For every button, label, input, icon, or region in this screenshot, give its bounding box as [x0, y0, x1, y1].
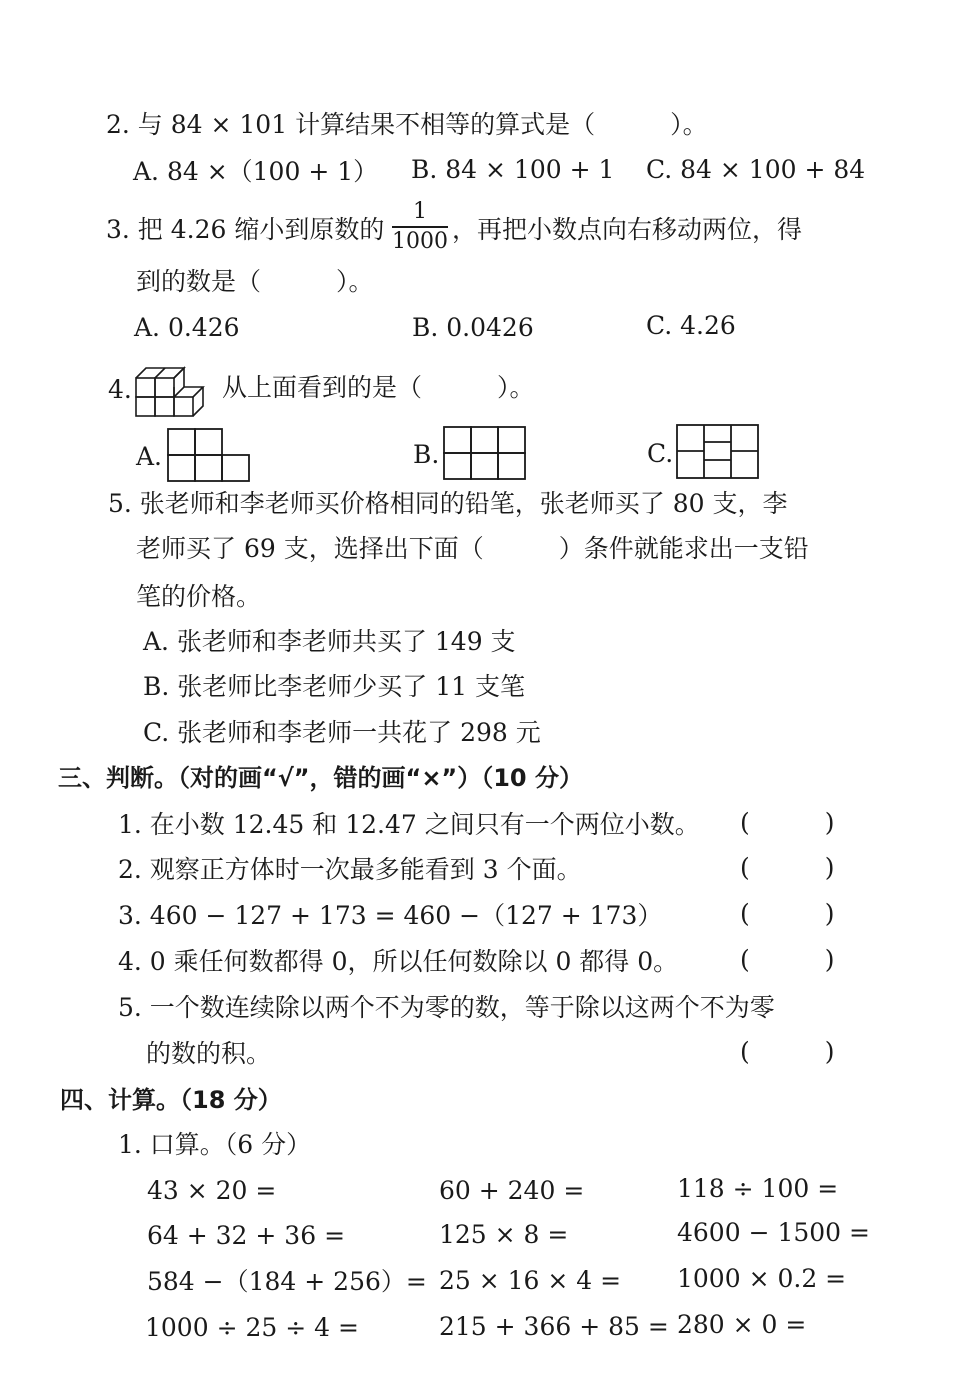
- judge-item-5: 5. 一个数连续除以两个不为零的数，等于除以这两个不为零: [118, 993, 775, 1022]
- q4-option-b-label: B.: [413, 440, 440, 469]
- oral-r2-c2: 125 × 8 =: [439, 1220, 569, 1249]
- oral-r3-c1: 584 −（184 + 256）=: [147, 1267, 427, 1296]
- oral-r4-c2: 215 + 366 + 85 =: [439, 1312, 669, 1341]
- q2-stem: 2. 与 84 × 101 计算结果不相等的算式是（ ）。: [106, 110, 708, 139]
- q5-line1: 5. 张老师和李老师买价格相同的铅笔，张老师买了 80 支，李: [108, 489, 788, 518]
- q2-option-b: B. 84 × 100 + 1: [411, 155, 615, 184]
- q4-stem: 从上面看到的是（ ）。: [222, 373, 535, 402]
- judge-blank-4[interactable]: ( ): [740, 945, 835, 974]
- q4-option-a-label: A.: [136, 442, 163, 471]
- q2-option-c: C. 84 × 100 + 84: [646, 155, 866, 184]
- q3-stem-before: 3. 把 4.26 缩小到原数的: [106, 215, 385, 244]
- oral-r4-c3: 280 × 0 =: [677, 1310, 807, 1339]
- q3-option-c: C. 4.26: [646, 311, 736, 340]
- judge-blank-1[interactable]: ( ): [740, 808, 835, 837]
- q3-fraction-denominator: 1000: [392, 229, 448, 254]
- q3-fraction: [392, 200, 448, 254]
- oral-r1-c2: 60 + 240 =: [439, 1176, 585, 1205]
- judge-item-2: 2. 观察正方体时一次最多能看到 3 个面。: [118, 855, 582, 884]
- section3-heading: 三、判断。（对的画“√”，错的画“×”）（10 分）: [58, 764, 583, 792]
- judge-item-1: 1. 在小数 12.45 和 12.47 之间只有一个两位小数。: [118, 810, 700, 839]
- q5-line3: 笔的价格。: [136, 582, 262, 611]
- judge-blank-2[interactable]: ( ): [740, 853, 835, 882]
- judge-item-3: 3. 460 − 127 + 173 = 460 −（127 + 173）: [118, 901, 663, 930]
- oral-r2-c3: 4600 − 1500 =: [677, 1218, 870, 1247]
- judge-blank-3[interactable]: ( ): [740, 899, 835, 928]
- q5-line2: 老师买了 69 支，选择出下面（ ）条件就能求出一支铅: [136, 534, 809, 563]
- judge-item-5-line2: 的数的积。: [146, 1039, 272, 1068]
- q2-option-a: A. 84 ×（100 + 1）: [133, 157, 379, 186]
- cube-stack-figure: [134, 360, 218, 420]
- oral-r1-c1: 43 × 20 =: [147, 1176, 277, 1205]
- q3-option-b: B. 0.0426: [412, 313, 534, 342]
- q5-option-b: B. 张老师比李老师少买了 11 支笔: [143, 672, 525, 701]
- oral-r3-c2: 25 × 16 × 4 =: [439, 1266, 622, 1295]
- q4-option-c-label: C.: [647, 439, 674, 468]
- judge-item-4: 4. 0 乘任何数都得 0，所以任何数除以 0 都得 0。: [118, 947, 679, 976]
- oral-r4-c1: 1000 ÷ 25 ÷ 4 =: [145, 1313, 359, 1342]
- oral-r2-c1: 64 + 32 + 36 =: [147, 1221, 346, 1250]
- q5-option-a: A. 张老师和李老师共买了 149 支: [143, 627, 516, 656]
- q3-stem-line2: 到的数是（ ）。: [136, 267, 374, 296]
- oral-r3-c3: 1000 × 0.2 =: [677, 1264, 847, 1293]
- q3-option-a: A. 0.426: [134, 313, 240, 342]
- q4-option-b-figure: [443, 426, 527, 482]
- q4-number: 4.: [108, 375, 132, 404]
- section4-heading: 四、计算。（18 分）: [60, 1086, 282, 1114]
- q4-option-c-figure: [676, 424, 760, 480]
- q4-option-a-figure: [167, 428, 251, 484]
- oral-r1-c3: 118 ÷ 100 =: [677, 1174, 839, 1203]
- q5-option-c: C. 张老师和李老师一共花了 298 元: [143, 718, 541, 747]
- q3-fraction-numerator: 1: [392, 200, 448, 228]
- oral-calc-subheading: 1. 口算。（6 分）: [118, 1130, 312, 1159]
- q3-stem-after: ，再把小数点向右移动两位，得: [452, 215, 803, 244]
- judge-blank-5[interactable]: ( ): [740, 1037, 835, 1066]
